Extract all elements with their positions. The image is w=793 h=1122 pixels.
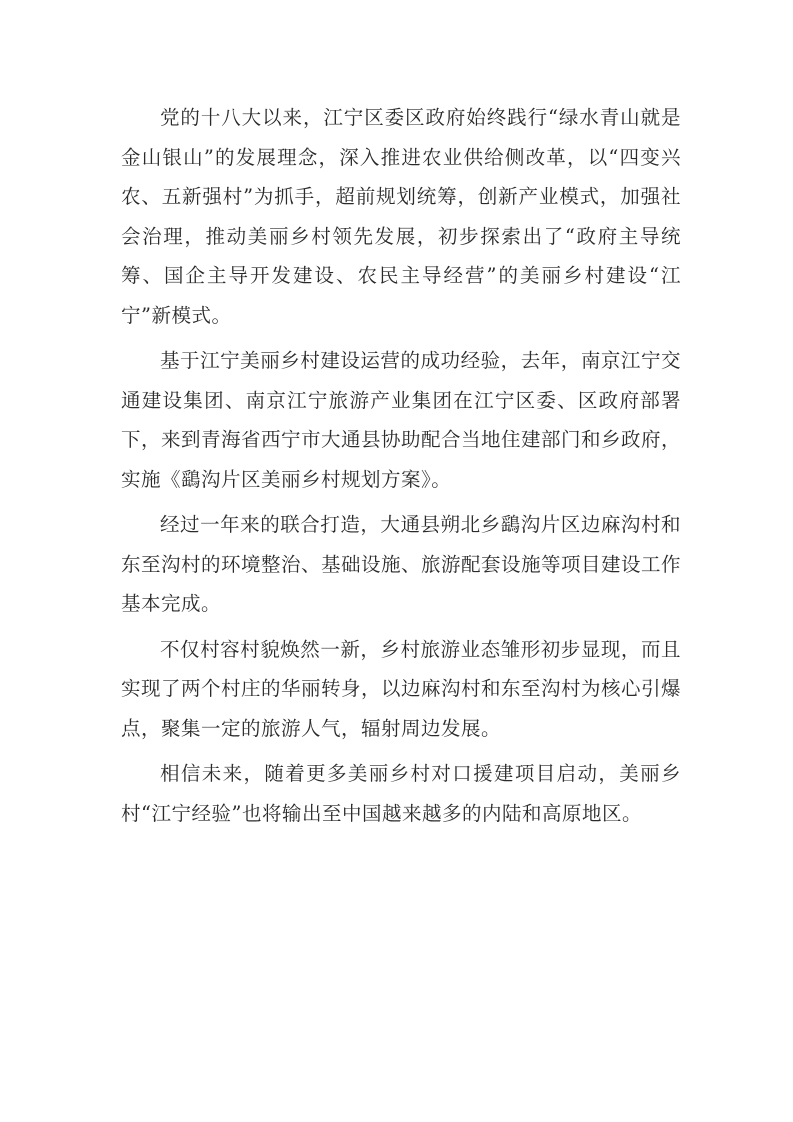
- paragraph-4: 不仅村容村貌焕然一新，乡村旅游业态雏形初步显现，而且实现了两个村庄的华丽转身，以边麻沟村和东至沟村为核心引爆点，聚集一定的旅游人气，辐射周边发展。: [121, 637, 682, 740]
- paragraph-2: 基于江宁美丽乡村建设运营的成功经验，去年，南京江宁交通建设集团、南京江宁旅游产业集团在江宁区委、区政府部署下，来到青海省西宁市大通县协助配合当地住建部门和乡政府，实施《鷂沟片区美丽乡村规划方案》。: [121, 349, 682, 491]
- paragraph-5: 相信未来，随着更多美丽乡村对口援建项目启动，美丽乡村“江宁经验”也将输出至中国越来越多的内陆和高原地区。: [121, 762, 681, 825]
- paragraph-3: 经过一年来的联合打造，大通县朔北乡鷂沟片区边麻沟村和东至沟村的环境整治、基础设施、旅游配套设施等项目建设工作基本完成。: [121, 513, 682, 615]
- article-body: [121, 98, 681, 839]
- paragraph-1: 党的十八大以来，江宁区委区政府始终践行“绿水青山就是金山银山”的发展理念，深入推进农业供给侧改革，以“四变兴农、五新强村”为抓手，超前规划统筹，创新产业模式，加强社会治理，推动美丽乡村领先发展，初步探索出了“政府主导统筹、国企主导开发建设、农民主导经营”的美丽乡村建设“江宁”新模式。: [121, 106, 681, 327]
